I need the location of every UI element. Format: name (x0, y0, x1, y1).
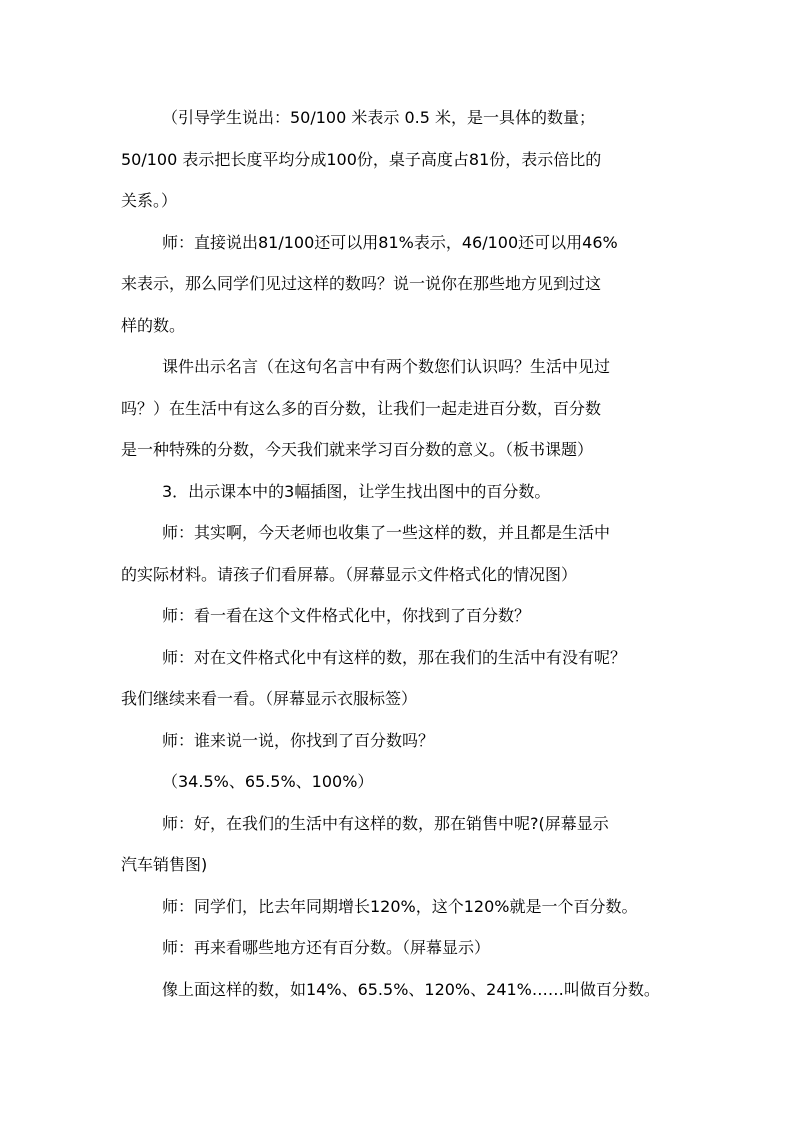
text-line-9: 是一种特殊的分数，今天我们就来学习百分数的意义。（板书课题） (121, 440, 594, 459)
text-line-11: 师：其实啊，今天老师也收集了一些这样的数，并且都是生活中 (162, 523, 611, 542)
text-line-5: 来表示，那么同学们见过这样的数吗？说一说你在那些地方见到过这 (121, 274, 602, 293)
text-line-4: 师：直接说出81/100还可以用81%表示，46/100还可以用46% (162, 233, 618, 252)
text-line-17: （34.5%、65.5%、100%） (162, 772, 374, 791)
text-line-14: 师：对在文件格式化中有这样的数，那在我们的生活中有没有呢？ (162, 648, 627, 667)
text-line-1: （引导学生说出：50/100 米表示 0.5 米，是一具体的数量； (162, 108, 595, 127)
text-line-15: 我们继续来看一看。（屏幕显示衣服标签） (121, 689, 418, 708)
text-line-19: 汽车销售图) (121, 855, 208, 874)
text-line-7: 课件出示名言（在这句名言中有两个数您们认识吗？生活中见过 (162, 357, 611, 376)
text-line-21: 师：再来看哪些地方还有百分数。（屏幕显示） (162, 938, 491, 957)
text-line-6: 样的数。 (121, 316, 186, 335)
text-line-12: 的实际材料。请孩子们看屏幕。（屏幕显示文件格式化的情况图） (121, 565, 578, 584)
text-line-10: 3．出示课本中的3幅插图，让学生找出图中的百分数。 (162, 482, 551, 501)
text-line-22: 像上面这样的数，如14%、65.5%、120%、241%……叫做百分数。 (162, 980, 660, 999)
text-line-3: 关系。） (121, 191, 178, 210)
text-line-16: 师：谁来说一说，你找到了百分数吗？ (162, 731, 435, 750)
text-line-2: 50/100 表示把长度平均分成100份，桌子高度占81份，表示倍比的 (121, 150, 602, 169)
text-line-8: 吗？）在生活中有这么多的百分数，让我们一起走进百分数，百分数 (121, 399, 602, 418)
text-line-20: 师：同学们，比去年同期增长120%，这个120%就是一个百分数。 (162, 897, 638, 916)
text-line-18: 师：好，在我们的生活中有这样的数，那在销售中呢?(屏幕显示 (162, 814, 609, 833)
text-line-13: 师：看一看在这个文件格式化中，你找到了百分数？ (162, 606, 531, 625)
